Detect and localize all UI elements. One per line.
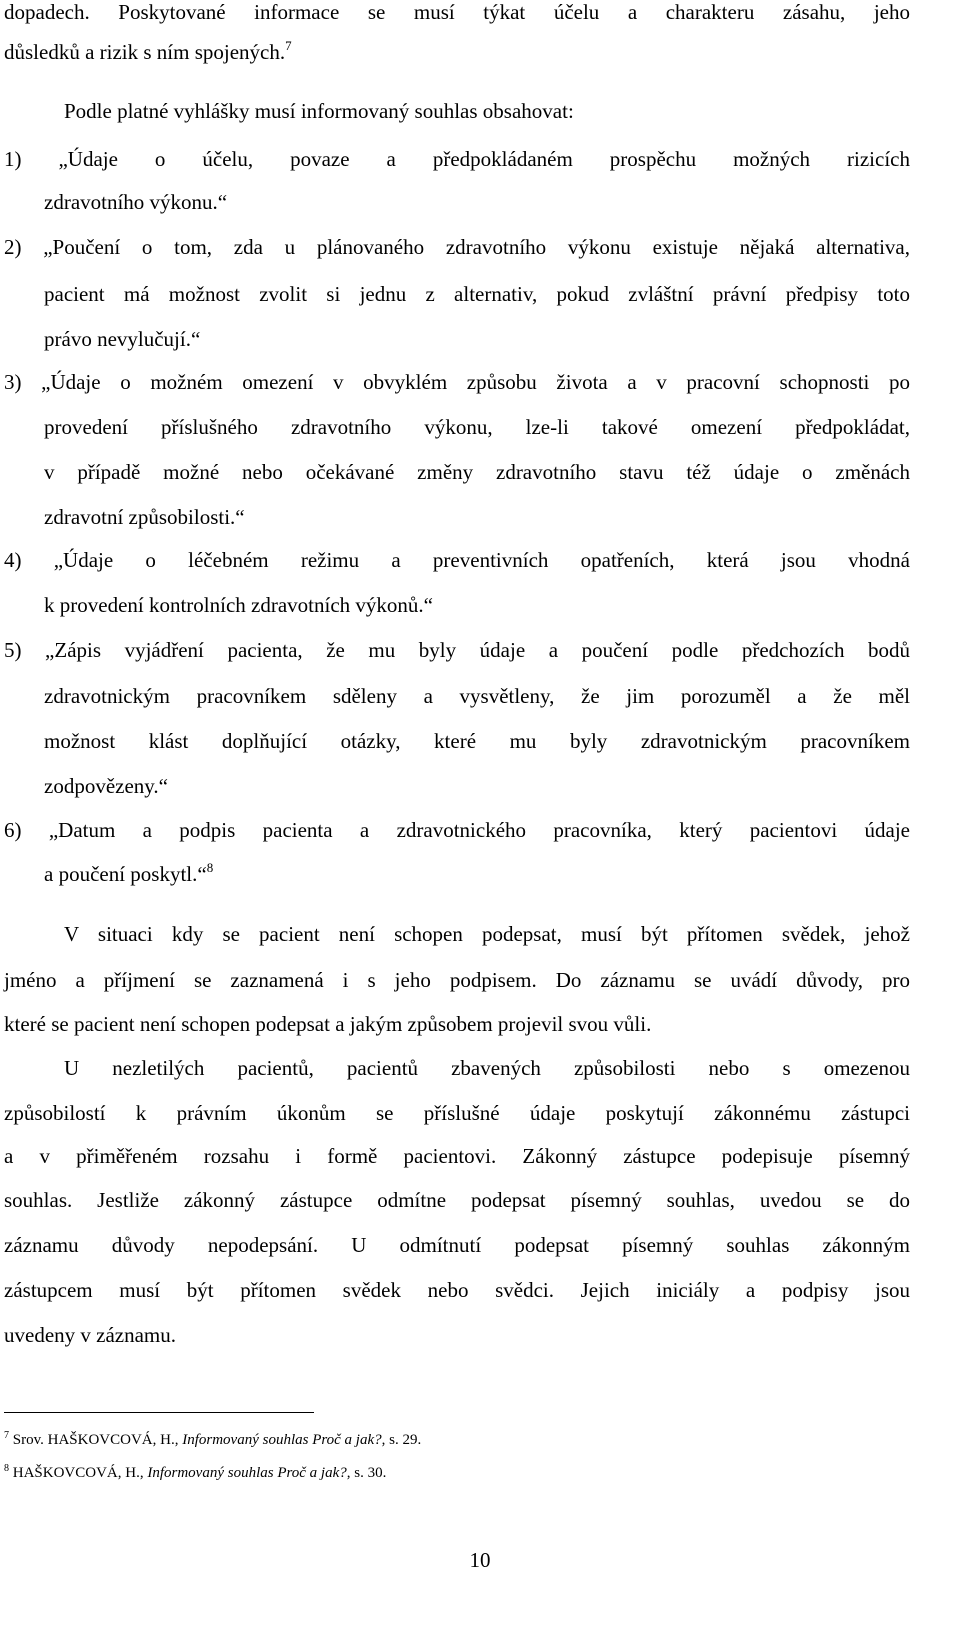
item-5-line-3: možnost klást doplňující otázky, které mu byly zdravotnickým pracovníkem xyxy=(44,729,910,753)
footnote-7 xyxy=(4,1430,421,1450)
list-lead: Podle platné vyhlášky musí informovaný souhlas obsahovat: xyxy=(64,99,574,123)
para2-line-2: způsobilostí k právním úkonům se příslušné údaje poskytují zákonnému zástupci xyxy=(4,1101,910,1125)
para1-line-3: které se pacient není schopen podepsat a jakým způsobem projevil svou vůli. xyxy=(4,1012,652,1036)
item-2-line-1: 2) „Poučení o tom, zda u plánovaného zdravotního výkonu existuje nějaká alternativa, xyxy=(4,235,910,259)
footnote-7-number: 7 xyxy=(4,1430,9,1441)
para2-line-4: souhlas. Jestliže zákonný zástupce odmítne podepsat písemný souhlas, uvedou se do xyxy=(4,1188,910,1212)
item-4-line-1: 4) „Údaje o léčebném režimu a preventivních opatřeních, která jsou vhodná xyxy=(4,548,910,572)
footnote-8-author: HAŠKOVCOVÁ, H., xyxy=(12,1465,148,1481)
item-2-line-2: pacient má možnost zvolit si jednu z alternativ, pokud zvláštní právní předpisy toto xyxy=(44,282,910,306)
item-5-line-4: zodpovězeny.“ xyxy=(44,774,168,798)
item-1-line-1: 1) „Údaje o účelu, povaze a předpokládaném prospěchu možných rizicích xyxy=(4,147,910,171)
footnote-ref-8: 8 xyxy=(206,860,214,875)
para1-line-2: jméno a příjmení se zaznamená i s jeho podpisem. Do záznamu se uvádí důvody, pro xyxy=(4,968,910,992)
intro-line-1: dopadech. Poskytované informace se musí týkat účelu a charakteru zásahu, jeho xyxy=(4,0,910,24)
footnote-7-title: Informovaný souhlas Proč a jak? xyxy=(182,1432,382,1448)
footnote-ref-7: 7 xyxy=(285,38,292,53)
item-2-line-3: právo nevylučují.“ xyxy=(44,327,201,351)
item-6-line-1: 6) „Datum a podpis pacienta a zdravotnického pracovníka, který pacientovi údaje xyxy=(4,818,910,842)
footnote-7-page: , s. 29. xyxy=(381,1432,422,1448)
para2-line-1: U nezletilých pacientů, pacientů zbavených způsobilosti nebo s omezenou xyxy=(64,1056,910,1080)
item-5-line-2: zdravotnickým pracovníkem sděleny a vysvětleny, že jim porozuměl a že měl xyxy=(44,684,910,708)
para2-line-3: a v přiměřeném rozsahu i formě pacientovi. Zákonný zástupce podepisuje písemný xyxy=(4,1144,910,1168)
footnote-8-title: Informovaný souhlas Proč a jak? xyxy=(147,1465,347,1481)
page-number: 10 xyxy=(469,1548,491,1572)
item-3-line-1: 3) „Údaje o možném omezení v obvyklém způsobu života a v pracovní schopnosti po xyxy=(4,370,910,394)
footnote-8-number: 8 xyxy=(4,1463,9,1474)
para2-line-5: záznamu důvody nepodepsání. U odmítnutí podepsat písemný souhlas zákonným xyxy=(4,1233,910,1257)
para2-line-6: zástupcem musí být přítomen svědek nebo svědci. Jejich iniciály a podpisy jsou xyxy=(4,1278,910,1302)
item-6-line-2 xyxy=(44,860,910,888)
item-3-line-4: zdravotní způsobilosti.“ xyxy=(44,505,245,529)
footnote-8-page: , s. 30. xyxy=(346,1465,387,1481)
footnote-8 xyxy=(4,1463,386,1483)
item-3-line-2: provedení příslušného zdravotního výkonu, lze-li takové omezení předpokládat, xyxy=(44,415,910,439)
footnote-7-author: Srov. HAŠKOVCOVÁ, H., xyxy=(12,1432,183,1448)
intro-line-2 xyxy=(4,38,910,66)
item-1-line-2: zdravotního výkonu.“ xyxy=(44,190,228,214)
item-6-line-2-text: a poučení poskytl.“ xyxy=(44,862,207,886)
para2-line-7: uvedeny v záznamu. xyxy=(4,1323,177,1347)
item-4-line-2: k provedení kontrolních zdravotních výkonů.“ xyxy=(44,593,433,617)
para1-line-1: V situaci kdy se pacient není schopen podepsat, musí být přítomen svědek, jehož xyxy=(64,922,910,946)
intro-line-2-text: důsledků a rizik s ním spojených. xyxy=(4,40,286,64)
footnote-divider xyxy=(4,1412,314,1413)
item-3-line-3: v případě možné nebo očekávané změny zdravotního stavu též údaje o změnách xyxy=(44,460,910,484)
item-5-line-1: 5) „Zápis vyjádření pacienta, že mu byly údaje a poučení podle předchozích bodů xyxy=(4,638,910,662)
